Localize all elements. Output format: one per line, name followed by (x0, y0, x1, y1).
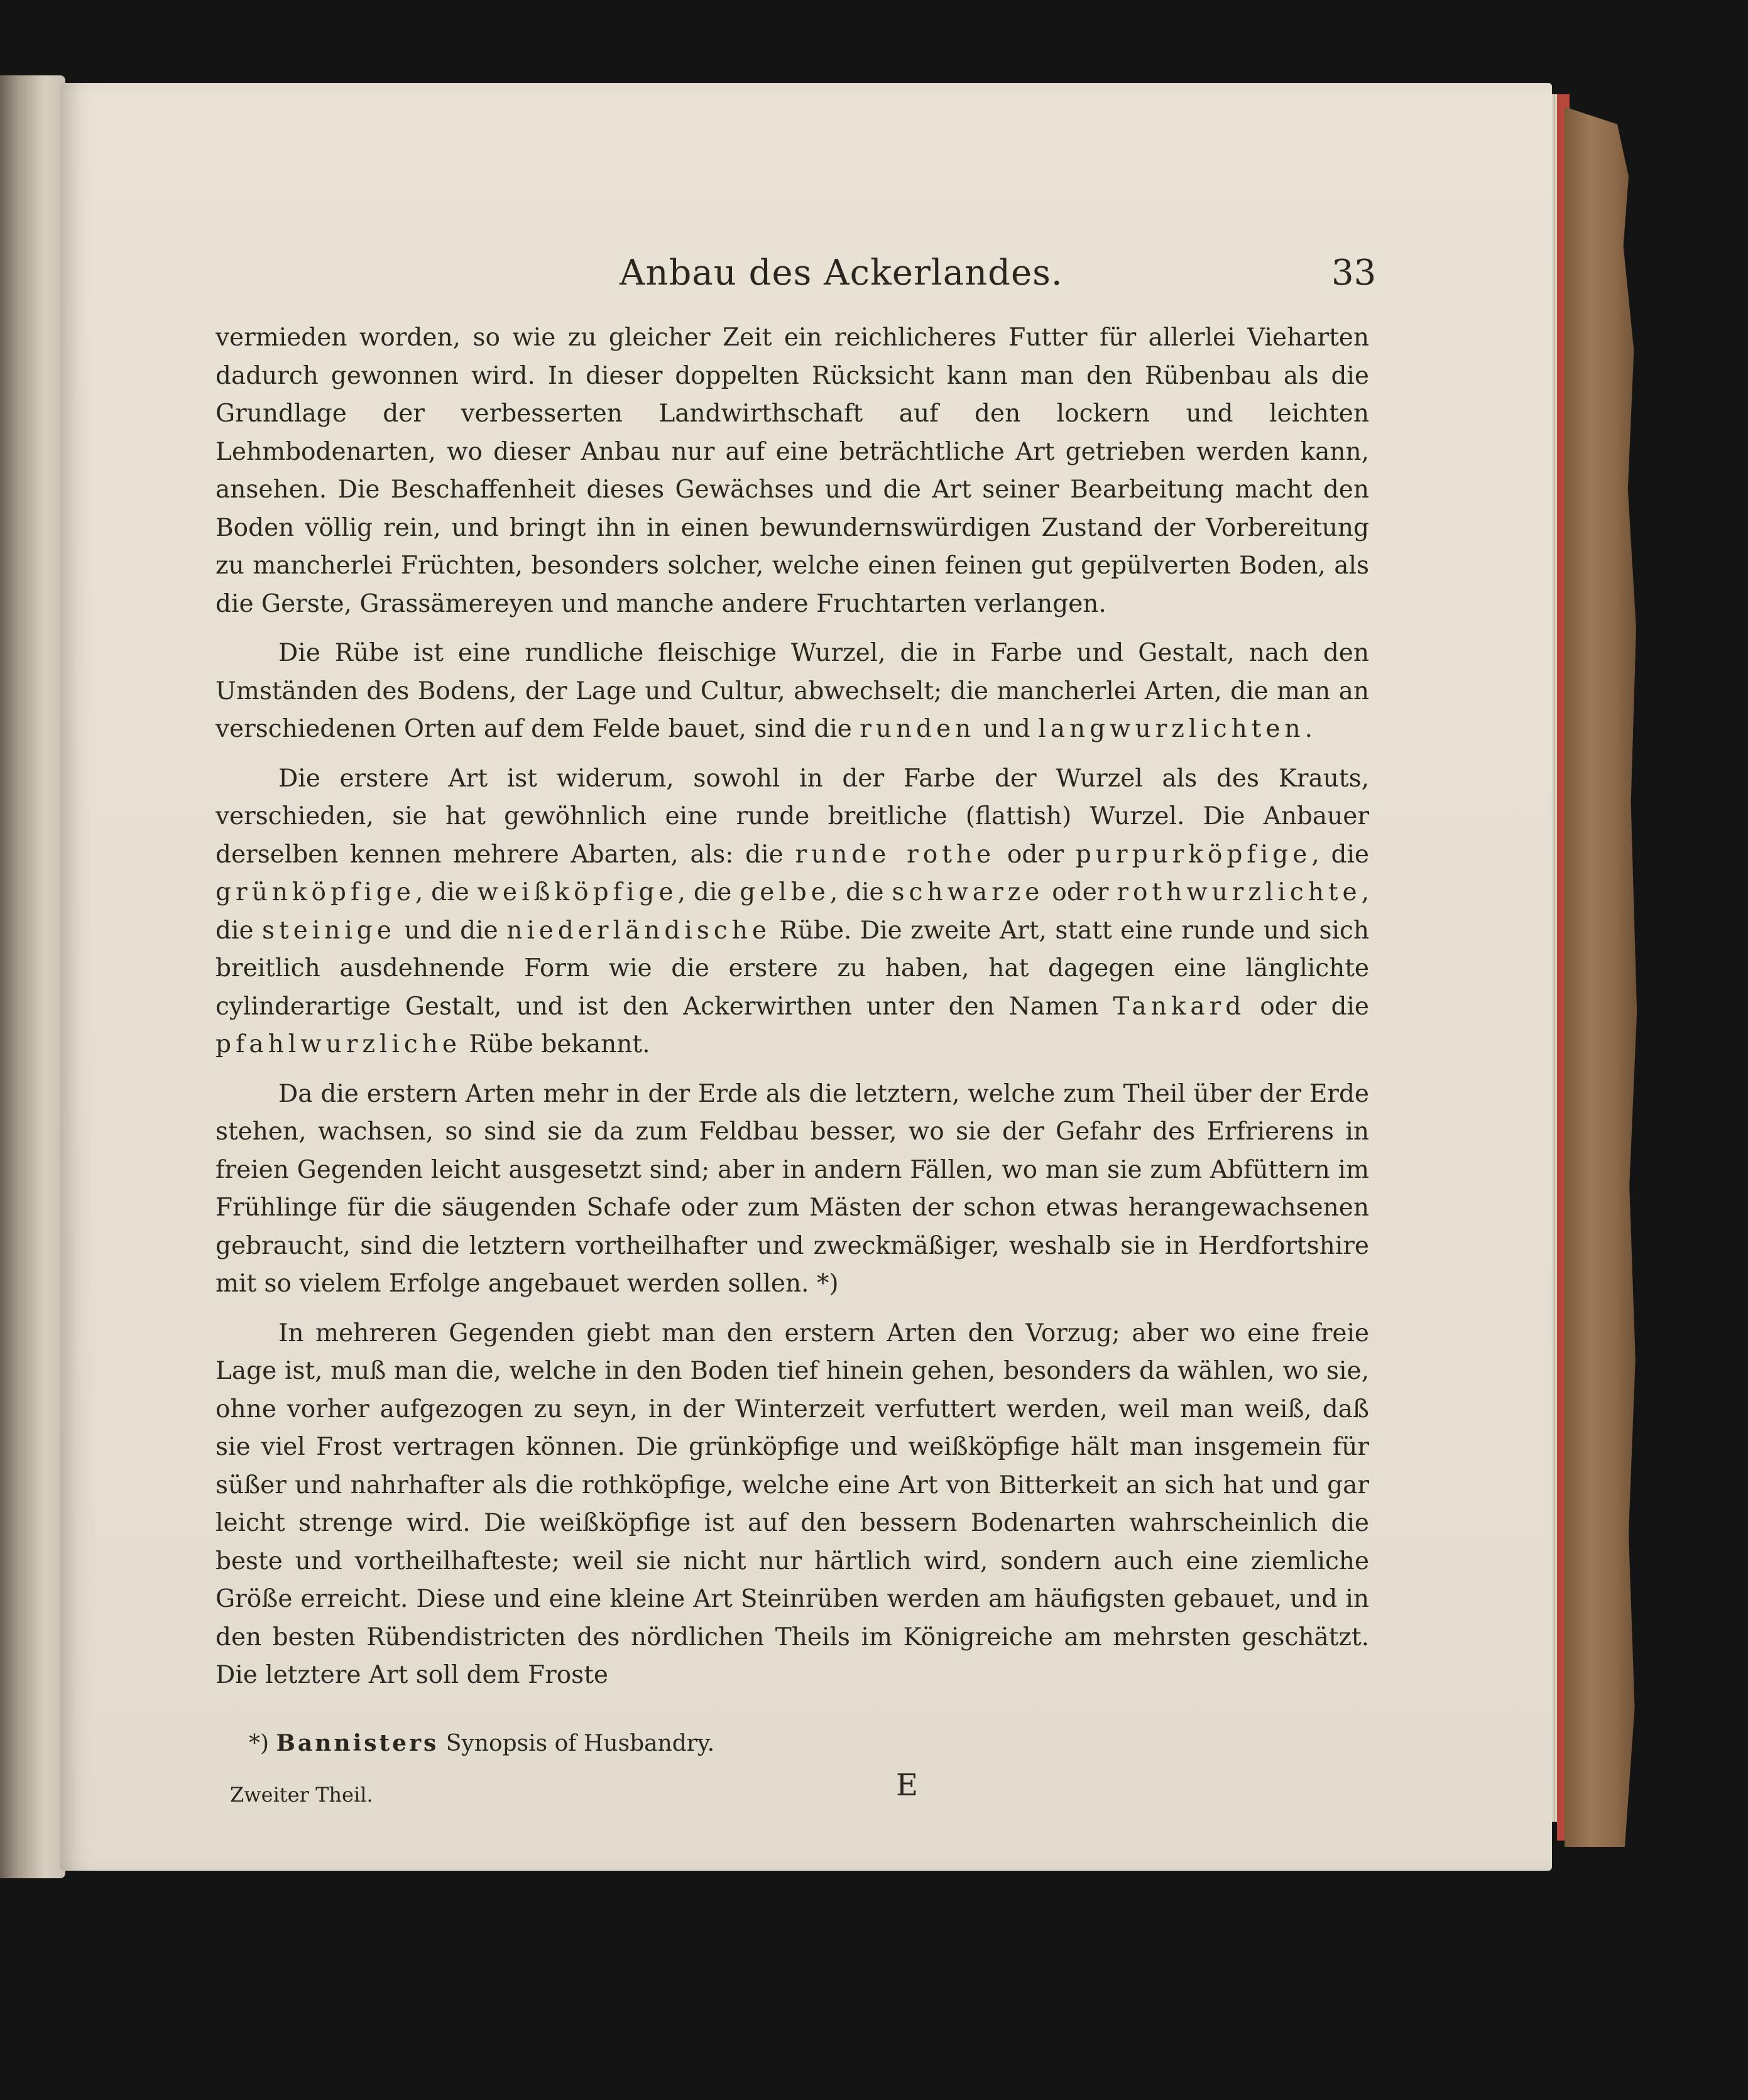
text-run: oder (1044, 878, 1117, 906)
text-run: Rübe bekannt. (461, 1030, 650, 1058)
text-run: Die Rübe ist eine rundliche fleischige Wurzel, die in Farbe und Gestalt, nach den Umständen des Bodens, der Lage und Cultur, abwechselt; die mancherlei Arten, die man an verschiedenen Orten auf dem Felde bauet, sind die (216, 639, 1369, 743)
page-header (60, 253, 1552, 303)
text-run: , die (829, 878, 892, 906)
spaced-term: langwurzlichten. (1038, 715, 1317, 743)
paragraph (216, 1075, 1369, 1303)
footnote (249, 1730, 714, 1756)
spaced-term: schwarze (892, 878, 1044, 906)
spaced-term: weißköpfige (477, 878, 678, 906)
footnote-marker: *) (249, 1731, 270, 1756)
book-page (60, 83, 1552, 1871)
left-page-edge (0, 75, 65, 1878)
spaced-term: Tankard (1113, 992, 1246, 1021)
paragraph (216, 1315, 1369, 1695)
text-run: , die (216, 878, 1369, 945)
text-run: oder die (1245, 992, 1369, 1021)
text-run: , die (1311, 840, 1370, 869)
spaced-term: runden (860, 715, 976, 743)
text-run: Rübe. Die zweite Art, statt eine runde und sich breitlich ausdehnende Form wie die erstere zu haben, hat dagegen eine länglichte cylinderartige Gestalt, und ist den Ackerwirthen unter den Namen (216, 916, 1369, 1021)
leather-spine (1565, 107, 1640, 1847)
spaced-term: niederländische (506, 916, 771, 945)
text-run: oder (995, 840, 1076, 869)
text-run: Die erstere Art ist widerum, sowohl in der Farbe der Wurzel als des Krauts, verschieden, sie hat gewöhnlich eine runde breitliche (flattish) Wurzel. Die Anbauer derselben kennen mehrere Abarten, als: die (216, 764, 1369, 869)
body-text (216, 319, 1369, 1695)
spaced-term: grünköpfige (216, 878, 415, 906)
spaced-term: pfahlwurzliche (216, 1030, 461, 1058)
spaced-term: runde rothe (795, 840, 996, 869)
text-run: Da die erstern Arten mehr in der Erde als die letztern, welche zum Theil über der Erde stehen, wachsen, so sind sie da zum Feldbau besser, wo sie der Gefahr des Erfrierens in freien Gegenden leicht ausgesetzt sind; aber in andern Fällen, wo man sie zum Abfüttern im Frühlinge für die säugenden Schafe oder zum Mästen der schon etwas herangewachsenen gebraucht, sind die letztern vortheilhafter und zweckmäßiger, weshalb sie in Herdfortshire mit so vielem Erfolge angebauet werden sollen. *) (216, 1079, 1369, 1298)
page-number: 33 (1331, 253, 1377, 293)
text-run: und (975, 715, 1039, 743)
sheet-mark: E (896, 1768, 919, 1803)
footnote-title: Synopsis of Husbandry. (445, 1731, 715, 1756)
paragraph (216, 634, 1369, 749)
spaced-term: steinige (262, 916, 396, 945)
spaced-term: rothwurzlichte (1117, 878, 1362, 906)
text-run: und die (395, 916, 507, 945)
running-title: Anbau des Ackerlandes. (620, 253, 1063, 293)
text-run: , die (677, 878, 740, 906)
signature-line: Zweiter Theil. (230, 1783, 373, 1807)
footnote-author: Bannisters (276, 1730, 439, 1756)
spaced-term: gelbe (740, 878, 830, 906)
paragraph (216, 319, 1369, 623)
paragraph (216, 760, 1369, 1064)
spaced-term: purpurköpfige (1075, 840, 1312, 869)
text-run: , die (415, 878, 478, 906)
text-run: vermieden worden, so wie zu gleicher Zeit ein reichlicheres Futter für allerlei Vieharten dadurch gewonnen wird. In dieser doppelten Rücksicht kann man den Rübenbau als die Grundlage der verbesserten Landwirthschaft auf den lockern und leichten Lehmbodenarten, wo dieser Anbau nur auf eine beträchtliche Art getrieben werden kann, ansehen. Die Beschaffenheit dieses Gewächses und die Art seiner Bearbeitung macht den Boden völlig rein, und bringt ihn in einen bewundernswürdigen Zustand der Vorbereitung zu mancherlei Früchten, besonders solcher, welche einen feinen gut gepülverten Boden, als die Gerste, Grassämereyen und manche andere Fruchtarten verlangen. (216, 324, 1369, 618)
text-run: In mehreren Gegenden giebt man den erstern Arten den Vorzug; aber wo eine freie Lage ist, muß man die, welche in den Boden tief hinein gehen, besonders da wählen, wo sie, ohne vorher aufgezogen zu seyn, in der Winterzeit verfuttert werden, weil man weiß, daß sie viel Frost vertragen können. Die grünköpfige und weißköpfige hält man insgemein für süßer und nahrhafter als die rothköpfige, welche eine Art von Bitterkeit an sich hat und gar leicht strenge wird. Die weißköpfige ist auf den bessern Bodenarten wahrscheinlich die beste und vortheilhafteste; weil sie nicht nur härtlich wird, sondern auch eine ziemliche Größe erreicht. Diese und eine kleine Art Steinrüben werden am häufigsten gebauet, und in den besten Rübendistricten des nördlichen Theils im Königreiche am mehrsten geschätzt. Die letztere Art soll dem Froste (216, 1319, 1369, 1689)
